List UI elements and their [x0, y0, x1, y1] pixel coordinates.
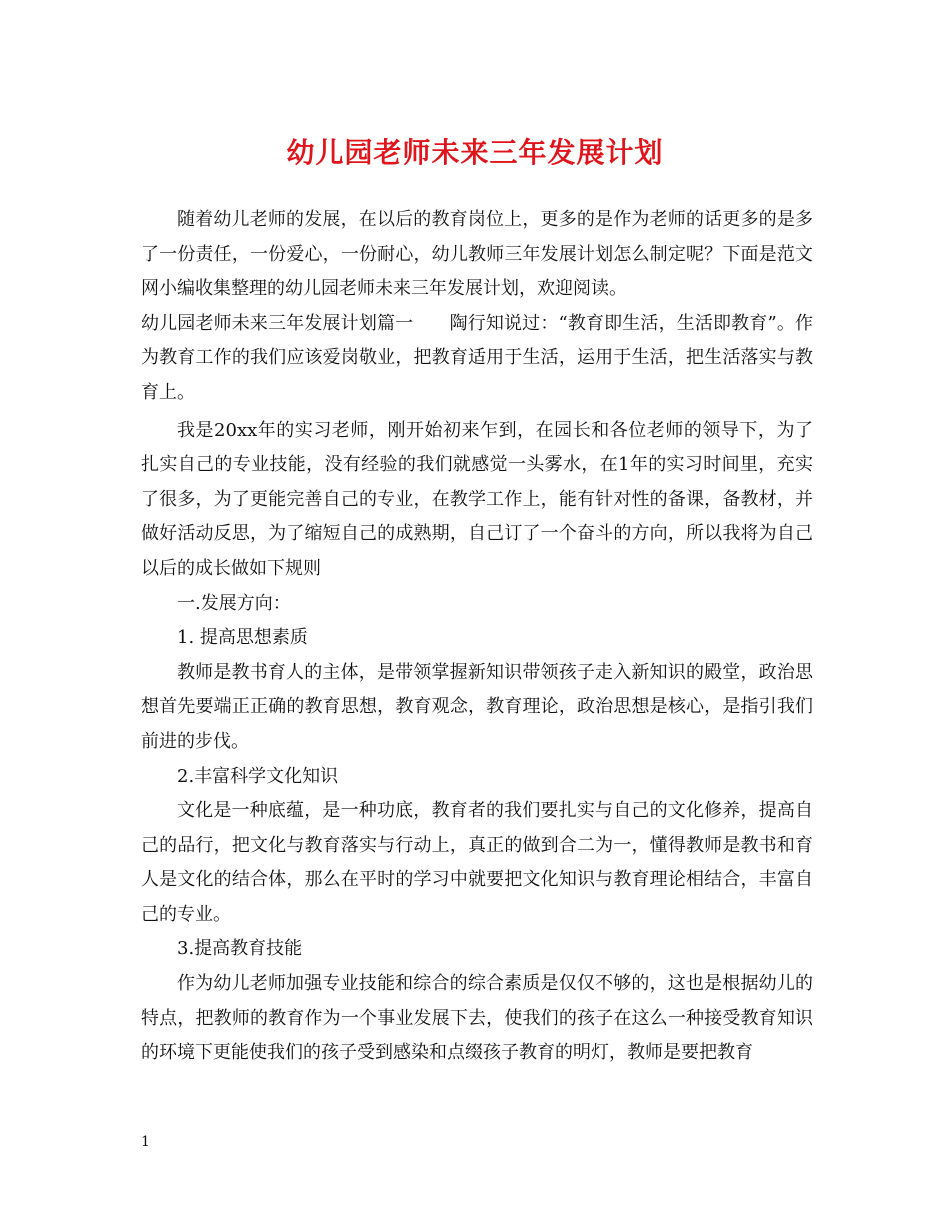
- paragraph-section-one: 幼儿园老师未来三年发展计划篇一 陶行知说过：“教育即生活，生活即教育”。作为教育工作的我们应该爱岗敬业，把教育适用于生活，运用于生活，把生活落实与教育上。: [141, 312, 813, 403]
- heading-ideology: 1. 提高思想素质: [177, 627, 308, 649]
- page-number: 1: [141, 1134, 150, 1150]
- paragraph-culture: 文化是一种底蕴，是一种功底，教育者的我们要扎实与自己的文化修养，提高自己的品行，把文化与教育落实与行动上，真正的做到合二为一，懂得教师是教书和育人是文化的结合体，那么在平时的学习中就要把文化知识与教育理论相结合，丰富自己的专业。: [141, 800, 813, 925]
- heading-direction: 一.发展方向：: [177, 592, 291, 614]
- paragraph-ideology: 教师是教书育人的主体，是带领掌握新知识带领孩子走入新知识的殿堂，政治思想首先要端正正确的教育思想，教育观念，教育理论，政治思想是核心，是指引我们前进的步伐。: [141, 661, 813, 752]
- heading-culture: 2.丰富科学文化知识: [177, 765, 339, 787]
- paragraph-intern: 我是20xx年的实习老师，刚开始初来乍到，在园长和各位老师的领导下，为了扎实自己的专业技能，没有经验的我们就感觉一头雾水，在1年的实习时间里，充实了很多，为了更能完善自己的专业，在教学工作上，能有针对性的备课，备教材，并做好活动反思，为了缩短自己的成熟期，自己订了一个奋斗的方向，所以我将为自己以后的成长做如下规则: [141, 419, 813, 579]
- document-body: [141, 203, 813, 1071]
- paragraph-skills: 作为幼儿老师加强专业技能和综合的综合素质是仅仅不够的，这也是根据幼儿的特点，把教师的教育作为一个事业发展下去，使我们的孩子在这么一种接受教育知识的环境下更能使我们的孩子受到感染和点缀孩子教育的明灯，教师是要把教育: [141, 973, 813, 1064]
- page-title: 幼儿园老师未来三年发展计划: [286, 136, 664, 169]
- heading-skills: 3.提高教育技能: [177, 938, 303, 960]
- paragraph-intro: 随着幼儿老师的发展，在以后的教育岗位上，更多的是作为老师的话更多的是多了一份责任，一份爱心，一份耐心，幼儿教师三年发展计划怎么制定呢？下面是范文网小编收集整理的幼儿园老师未来三年发展计划，欢迎阅读。: [141, 209, 813, 300]
